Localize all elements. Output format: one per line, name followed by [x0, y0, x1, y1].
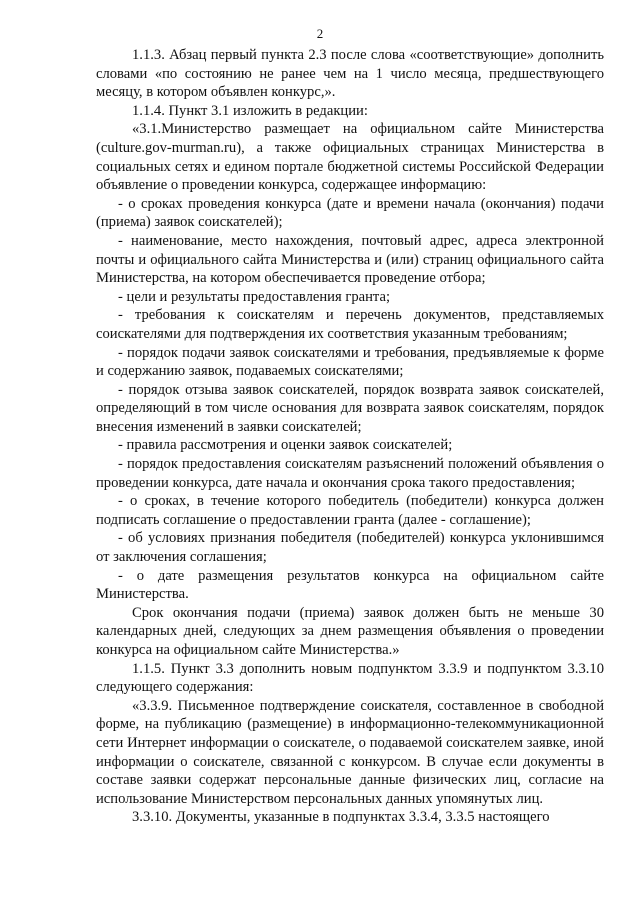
list-item: - об условиях признания победителя (победителей) конкурса уклонившимся от заключения соглашения; [96, 530, 604, 566]
paragraph-deadline: Срок окончания подачи (приема) заявок должен быть не меньше 30 календарных дней, следующих за днем размещения объявления о проведении конкурса на официальном сайте Министерства.» [96, 604, 604, 658]
document-body [96, 46, 604, 827]
list-item: - о сроках, в течение которого победитель (победители) конкурса должен подписать соглашение о предоставлении гранта (далее - соглашение); [96, 493, 604, 528]
paragraph-1-1-5: 1.1.5. Пункт 3.3 дополнить новым подпунктом 3.3.9 и подпунктом 3.3.10 следующего содержания: [96, 660, 604, 696]
list-item: - наименование, место нахождения, почтовый адрес, адреса электронной почты и официального сайта Министерства и (или) страниц официального сайта Министерства, на котором обеспечивается проведение отбора; [96, 232, 604, 287]
list-item: - порядок отзыва заявок соискателей, порядок возврата заявок соискателей, определяющий в том числе основания для возврата заявок соискателям, порядок внесения изменений в заявки соискателей; [96, 381, 604, 435]
paragraph-1-1-4: 1.1.4. Пункт 3.1 изложить в редакции: [132, 102, 368, 119]
list-item: - порядок подачи заявок соискателями и требования, предъявляемые к форме и содержанию заявок, подаваемых соискателями; [96, 344, 604, 380]
paragraph-1-1-3: 1.1.3. Абзац первый пункта 2.3 после слова «соответствующие» дополнить словами «по состоянию не ранее чем на 1 число месяца, предшествующего месяцу, в котором объявлен конкурс,». [96, 47, 604, 101]
paragraph-3-1: «3.1.Министерство размещает на официальном сайте Министерства (culture.gov-murman.ru), а также официальных страницах Министерства в социальных сетях и едином портале бюджетной системы Российской Федерации объявление о проведении конкурса, содержащее информацию: [96, 121, 604, 194]
list-item: - о дате размещения результатов конкурса на официальном сайте Министерства. [96, 567, 604, 603]
list-item: - о сроках проведения конкурса (дате и времени начала (окончания) подачи (приема) заявок соискателей); [96, 195, 604, 231]
page-number: 2 [316, 26, 324, 41]
paragraph-3-3-10: 3.3.10. Документы, указанные в подпунктах 3.3.4, 3.3.5 настоящего [132, 809, 550, 826]
list-item: - требования к соискателям и перечень документов, представляемых соискателями для подтверждения их соответствия указанным требованиям; [96, 307, 604, 342]
list-item: - цели и результаты предоставления гранта; [118, 288, 391, 305]
list-item: - порядок предоставления соискателям разъяснений положений объявления о проведении конкурса, дате начала и окончания срока такого предоставления; [96, 456, 604, 491]
list-item: - правила рассмотрения и оценки заявок соискателей; [118, 437, 453, 454]
paragraph-3-3-9: «3.3.9. Письменное подтверждение соискателя, составленное в свободной форме, на публикацию (размещение) в информационно-телекоммуникационной сети Интернет информации о соискателе, о подаваемой соискателем заявке, иной информации о соискателе, связанной с конкурсом. В случае если документы в составе заявки содержат персональные данные физических лиц, согласие на использование Министерством персональных данных упомянутых лиц. [96, 697, 604, 807]
